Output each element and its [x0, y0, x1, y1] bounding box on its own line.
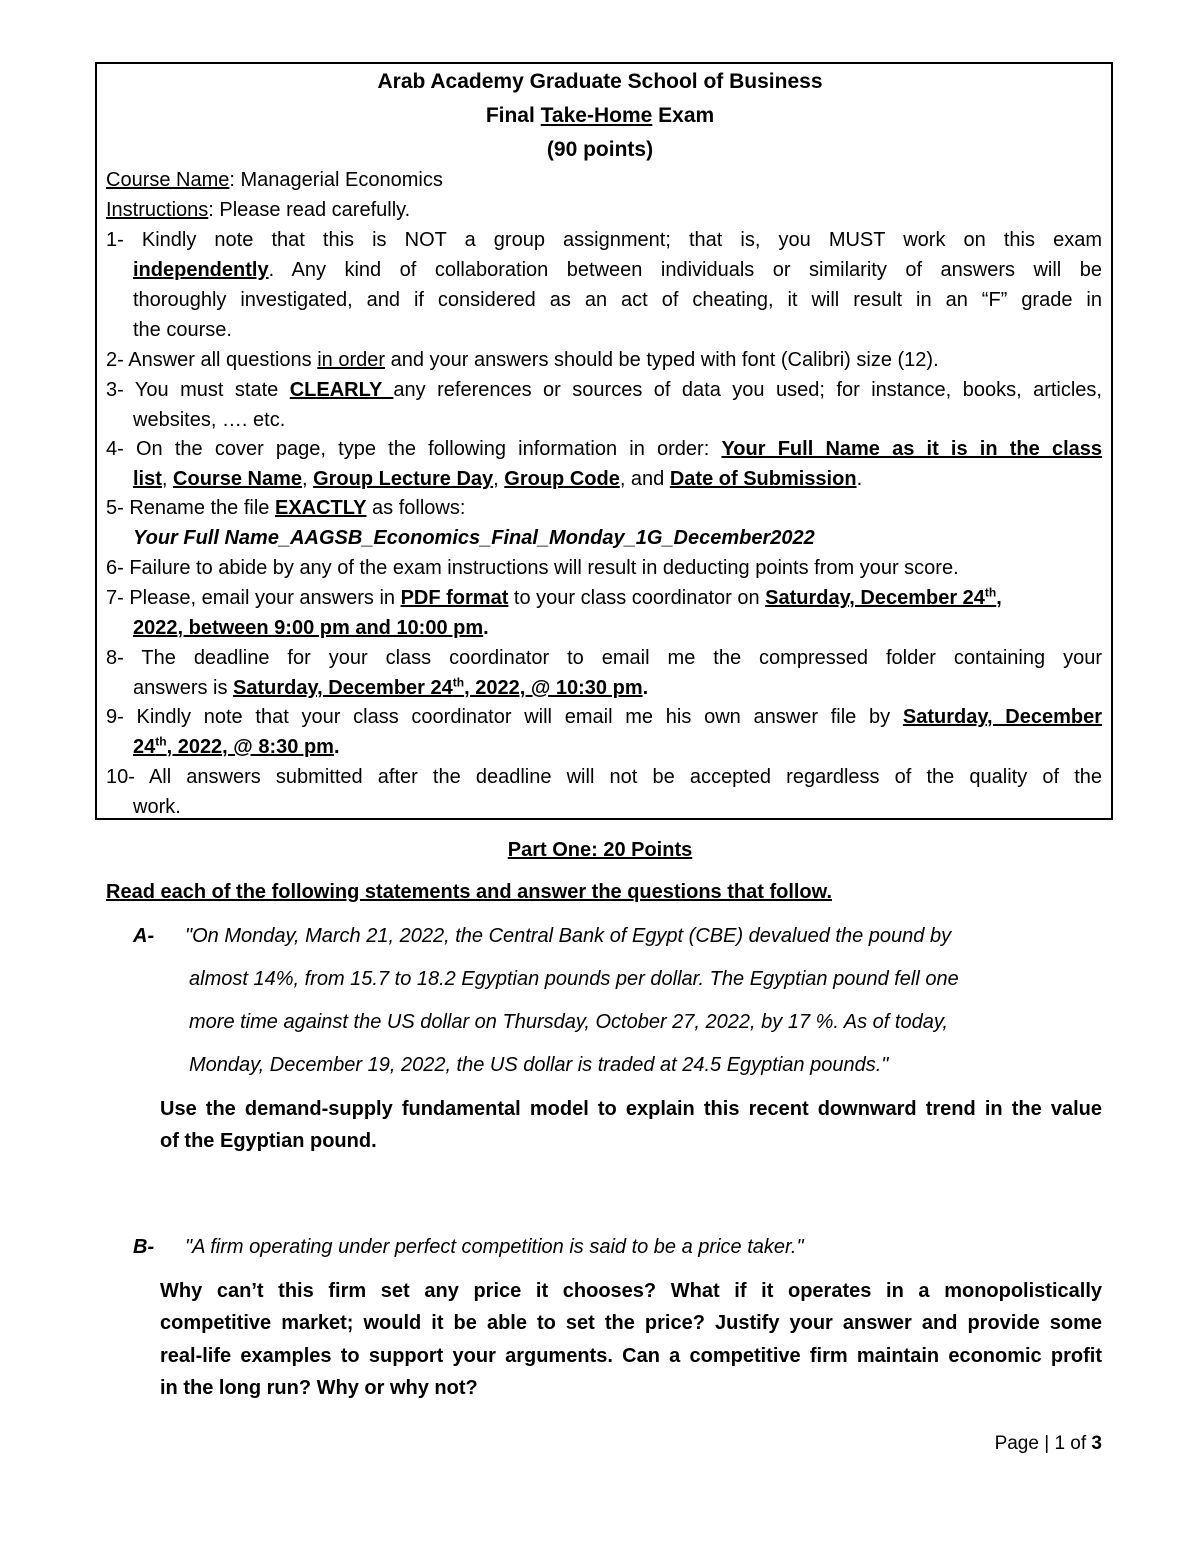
instruction-4-line-2: list, Course Name, Group Lecture Day, Group Code, and Date of Submission. — [133, 468, 863, 490]
question-a-prompt-line-1: Use the demand-supply fundamental model to explain this recent downward trend in the value — [160, 1098, 1102, 1120]
filename-format: Your Full Name_AAGSB_Economics_Final_Monday_1G_December2022 — [133, 527, 815, 549]
instruction-8-line-2: answers is Saturday, December 24th, 2022, @ 10:30 pm. — [133, 675, 649, 699]
question-a-quote-line-1: "On Monday, March 21, 2022, the Central Bank of Egypt (CBE) devalued the pound by — [185, 925, 952, 947]
question-b-quote: "A firm operating under perfect competition is said to be a price taker." — [185, 1236, 804, 1258]
instruction-3-line-1: 3- You must state CLEARLY any references or sources of data you used; for instance, books, articles, — [106, 379, 1102, 401]
part-one-directive: Read each of the following statements and answer the questions that follow. — [106, 881, 833, 903]
page-number: Page | 1 of 3 — [994, 1433, 1102, 1454]
exam-points: (90 points) — [546, 138, 654, 161]
instruction-10-line-1: 10- All answers submitted after the deadline will not be accepted regardless of the quality of the — [106, 766, 1102, 788]
instruction-7-line-2: 2022, between 9:00 pm and 10:00 pm. — [133, 617, 489, 639]
question-a-quote-line-3: more time against the US dollar on Thursday, October 27, 2022, by 17 %. As of today, — [189, 1011, 948, 1033]
question-b-label: B- — [133, 1236, 155, 1258]
instruction-1-line-3: thoroughly investigated, and if considered as an act of cheating, it will result in an “F” grade in — [133, 289, 1102, 311]
take-home-term: Take-Home — [540, 104, 653, 127]
instruction-5: 5- Rename the file EXACTLY as follows: — [106, 497, 466, 519]
question-a-label: A- — [133, 925, 155, 947]
instruction-4-line-1: 4- On the cover page, type the following information in order: Your Full Name as it is in the class — [106, 438, 1102, 460]
instruction-2: 2- Answer all questions in order and your answers should be typed with font (Calibri) size (12). — [106, 349, 939, 371]
question-b-prompt-line-4: in the long run? Why or why not? — [160, 1377, 478, 1399]
question-b-prompt-line-2: competitive market; would it be able to set the price? Justify your answer and provide some — [160, 1312, 1102, 1334]
question-a-prompt-line-2: of the Egyptian pound. — [160, 1130, 377, 1152]
question-a-quote-line-2: almost 14%, from 15.7 to 18.2 Egyptian pounds per dollar. The Egyptian pound fell one — [189, 968, 959, 990]
question-b-prompt-line-1: Why can’t this firm set any price it chooses? What if it operates in a monopolistically — [160, 1280, 1102, 1302]
course-value: Managerial Economics — [240, 169, 443, 191]
question-b-prompt-line-3: real-life examples to support your arguments. Can a competitive firm maintain economic profit — [160, 1345, 1102, 1367]
school-name: Arab Academy Graduate School of Business — [377, 70, 823, 93]
course-line: Course Name: Managerial Economics — [106, 169, 443, 191]
course-label: Course Name — [106, 169, 230, 191]
instruction-3-line-2: websites, …. etc. — [133, 409, 286, 431]
instruction-1-line-4: the course. — [133, 319, 232, 341]
instruction-1-line-1: 1- Kindly note that this is NOT a group assignment; that is, you MUST work on this exam — [106, 229, 1102, 251]
instructions-label: Instructions — [106, 199, 209, 221]
instruction-9-line-1: 9- Kindly note that your class coordinator will email me his own answer file by Saturday, December — [106, 706, 1102, 728]
instructions-line: Instructions: Please read carefully. — [106, 199, 411, 221]
exam-title: Final Take-Home Exam — [485, 104, 715, 127]
instruction-7-line-1: 7- Please, email your answers in PDF format to your class coordinator on Saturday, December 24th, — [106, 585, 1002, 609]
instruction-6: 6- Failure to abide by any of the exam instructions will result in deducting points from your score. — [106, 557, 959, 579]
instruction-8-line-1: 8- The deadline for your class coordinator to email me the compressed folder containing your — [106, 647, 1102, 669]
part-one-title: Part One: 20 Points — [507, 839, 693, 861]
instruction-1-line-2: independently. Any kind of collaboration between individuals or similarity of answers will be — [133, 259, 1102, 281]
instruction-10-line-2: work. — [133, 796, 181, 818]
instruction-9-line-2: 24th, 2022, @ 8:30 pm. — [133, 734, 340, 758]
question-a-quote-line-4: Monday, December 19, 2022, the US dollar is traded at 24.5 Egyptian pounds." — [189, 1054, 889, 1076]
